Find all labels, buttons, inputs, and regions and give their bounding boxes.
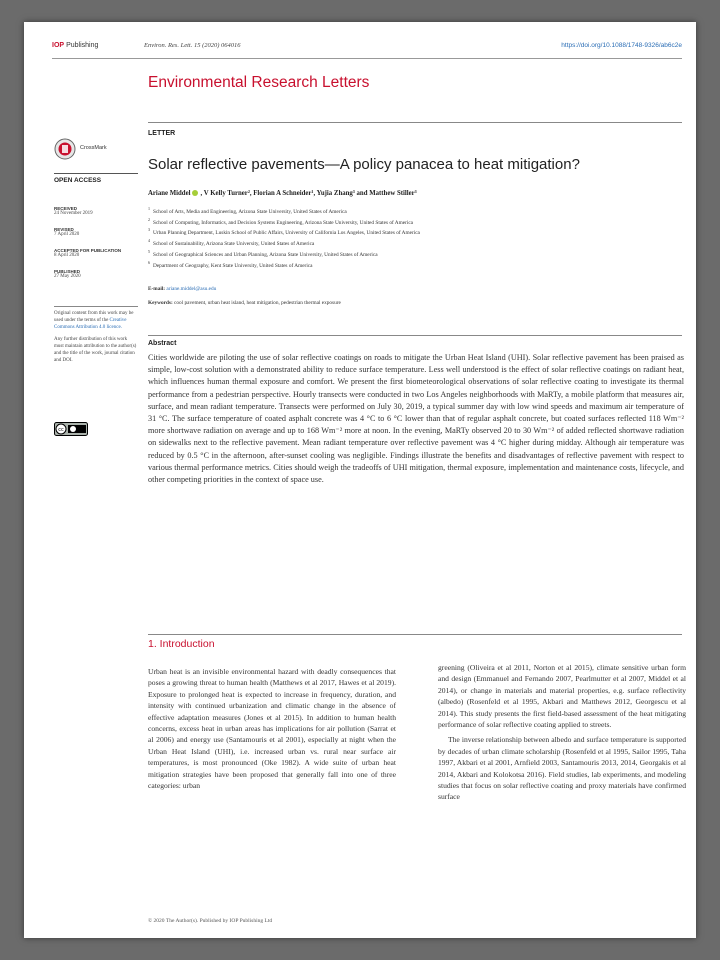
copyright-footer: © 2020 The Author(s). Published by IOP Publishing Ltd xyxy=(148,918,273,924)
keywords: Keywords: cool pavement, urban heat island, heat mitigation, pedestrian thermal exposure xyxy=(148,300,341,306)
doi-link[interactable]: https://doi.org/10.1088/1748-9326/ab6c2e xyxy=(561,42,682,49)
divider xyxy=(54,173,138,174)
svg-text:cc: cc xyxy=(58,427,64,433)
abstract-text: Cities worldwide are piloting the use of solar reflective coatings on roads to mitigate the Urban Heat Island (UHI). Solar reflective pavement has been praised as simple, low-cost solution with a demonstrated ability to reduce surface temperature. Less well understood is the effect of solar reflective coatings on radiant heat, which influences human thermal exposure and comfort. We present the first biometeorological observations of solar reflective coating to investigate its thermal performance from a pedestrian perspective. Hourly transects were conducted in two Los Angeles neighborhoods with MaRTy, a mobile platform that measures air, surface, and mean radiant temperature. Transects were performed on July 30, 2019, a typical summer day with low wind speeds and maximum air temperature of 31 °C. The surface temperature of coated asphalt concrete was 4 °C to 6 °C lower than that of regular asphalt concrete, but coated surfaces reflected 118 Wm⁻² more shortwave radiation on average and up to 168 Wm⁻² more at noon. In the evening, MaRTy observed 20 to 30 Wm⁻² of added reflected shortwave radiation on sidewalks next to the reflective pavement. Mean radiant temperature over reflective pavement was 4 °C higher during midday. Although air temperature was reduced by 0.5 °C in the afternoon, after-sunset cooling was negligible. Findings illustrate the benefits and disadvantages of reflective pavement with respect to various thermal performance metrics. Cities should weigh the tradeoffs of UHI mitigation, thermal exposure, implementation and maintenance costs, lifecycle, and other competing priorities in the context of space use. xyxy=(148,353,684,485)
affiliation: $^6$Department of Geography, Kent State University, United States of America xyxy=(148,259,313,269)
divider xyxy=(52,58,682,59)
affiliation: $^1$School of Arts, Media and Engineering, Arizona State University, United States of America xyxy=(148,206,347,215)
date-revised: REVISED 7 April 2020 xyxy=(54,226,80,238)
running-header xyxy=(52,42,682,54)
date-accepted: ACCEPTED FOR PUBLICATION 8 April 2020 xyxy=(54,247,122,259)
corresponding-email: E-mail: ariane.middel@asu.edu xyxy=(148,286,217,292)
divider xyxy=(54,306,138,307)
divider xyxy=(148,634,682,635)
affiliation: $^2$School of Computing, Informatics, and Decision Systems Engineering, Arizona State University, United States of America xyxy=(148,216,414,226)
paragraph: The inverse relationship between albedo and surface temperature is supported by decades of urban climate scholarship (Rosenfeld et al 1995, Sailor 1995, Taha 1997, Akbari et al 2001, Arnfield 2003, Santamouris 2013, 2014, Georgakis et al 2014, Akbari and Kolokotsa 2016). Field studies, lab experiments, and modeling studies that focus on solar reflective coating and proxy materials have confirmed surface xyxy=(438,735,686,802)
paragraph: greening (Oliveira et al 2011, Norton et al 2015), climate sensitive urban form and design (Emmanuel and Fernando 2007, Pearlmutter et al 2007, Middel et al 2014), or change in materials and material properties, e.g. surface reflectivity (albedo) (Rosenfeld et al 1995, Akbari and Matthews 2012, Georgescu et al 2014). This study presents the first field-based assessment of the heat mitigating performance of solar reflective coating applied to streets. xyxy=(438,663,686,730)
crossmark-icon xyxy=(54,138,76,160)
license-link[interactable]: Creative Commons Attribution 4.0 licence. xyxy=(54,317,127,330)
affiliation: $^3$Urban Planning Department, Luskin School of Public Affairs, University of California Los Angeles, United States of America xyxy=(148,227,420,237)
affiliations xyxy=(148,206,682,270)
citation: Environ. Res. Lett. 15 (2020) 064016 xyxy=(144,42,241,49)
author-list: Ariane Middel , V Kelly Turner², Florian A Schneider¹, Yujia Zhang³ and Matthew Stiller³ xyxy=(148,190,417,197)
open-access-label: OPEN ACCESS xyxy=(54,177,102,184)
paragraph: Urban heat is an invisible environmental hazard with deadly consequences that poses a growing threat to human health (Matthews et al 2017, Hawes et al 2019). Exposure to prolonged heat is expected to increase in frequency, duration, and intensity with continued urbanization and climatic change in the absence of effective adaptation measures (Jones et al 2015). In addition to human health concerns, excess heat in urban areas has implications for air pollution (Sarrat et al 2006) and energy use (Santamouris et al 2001), especially at night when the Urban Heat Island (UHI), i.e. increased urban vs. rural near surface air temperatures, is most pronounced (Oke 1982). A wide suite of urban heat mitigation strategies have been proposed that generally fall into one of three categories: urban xyxy=(148,667,396,791)
publisher-logo: IOP Publishing xyxy=(52,42,99,49)
affiliation: $^5$School of Geographical Sciences and Urban Planning, Arizona State University, United States of America xyxy=(148,248,378,258)
journal-title: Environmental Research Letters xyxy=(148,74,370,91)
body-column-right xyxy=(438,662,686,807)
crossmark-badge[interactable] xyxy=(54,138,124,160)
section-heading: 1. Introduction xyxy=(148,638,215,650)
date-received: RECEIVED 24 November 2019 xyxy=(54,206,93,217)
license-note: Original content from this work may be used under the terms of the Creative Commons Attribution 4.0 licence. Any further distribution of this work must maintain attribution to the author(s) and the title of the work, journal citation and DOI. xyxy=(54,311,137,363)
article-title: Solar reflective pavements—A policy panacea to heat mitigation? xyxy=(148,156,580,173)
creative-commons-icon xyxy=(54,422,88,436)
article-type: LETTER xyxy=(148,130,176,137)
article-dates xyxy=(54,206,138,290)
orcid-icon[interactable] xyxy=(192,190,198,196)
divider xyxy=(148,122,682,123)
affiliation: $^4$School of Sustainability, Arizona State University, United States of America xyxy=(148,238,315,247)
email-link[interactable]: ariane.middel@asu.edu xyxy=(166,286,217,292)
abstract-heading: Abstract xyxy=(148,340,177,347)
date-published: PUBLISHED 27 May 2020 xyxy=(54,268,81,280)
crossmark-label: CrossMark xyxy=(80,145,107,151)
body-column-left xyxy=(148,666,396,795)
paper-page xyxy=(24,22,696,938)
divider xyxy=(148,335,682,336)
